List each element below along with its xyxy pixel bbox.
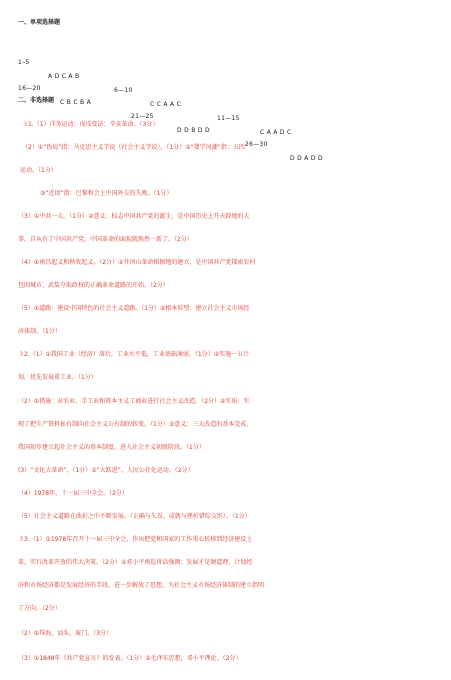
answer-line: 我国初步建立起社会主义的基本制度，进入社会主义初级阶段。（1分）	[18, 444, 205, 451]
answer-line: ３1.（1）洋务运动；戊戌变法；辛亥革命。（3分）	[22, 121, 159, 128]
answer-range: 11—15	[217, 115, 240, 122]
section-one-title: 一、单项选择题	[18, 19, 61, 26]
answer-line: （2）①“伪说”指：马克思主义学说（社会主义学说）。（1分）②“婴学风潮”指：五四	[22, 144, 245, 151]
answer-line: （2）①措施：对农业、手工业和资本主义工商业进行社会主义改造。（2分）②实质：实	[18, 398, 250, 405]
answer-line: ③“近因”指：巴黎和会上中国外交的失败。（1分）	[40, 190, 173, 197]
answer-line: 事，自从有了中国共产党，中国革命的面貌就焕然一新了。（2分）	[18, 236, 193, 243]
answer-line: 来，实行改革开放的伟大决策。（2分）②邓小平南巡讲话强调：发展才是硬道理，计划经	[18, 559, 253, 566]
answer-line: 包围城市，武装夺取政权的正确革命道路的开始。（2分）	[18, 282, 169, 289]
answer-line: （4）1978年，十一届三中全会。（2分）	[18, 490, 128, 497]
section-two-title: 二、非选择题	[18, 97, 55, 104]
answer-line: 了方向。（2分）	[18, 605, 61, 612]
answer-line: 划，优先发展重工业。（1分）	[18, 374, 97, 381]
answer-line: (3）“文化大革命”。（1分）②“大跃进”、人民公社化运动。（2分）	[18, 467, 194, 474]
answer-range: 16—20	[18, 85, 41, 92]
answer-range: 21—25	[131, 113, 154, 120]
answer-line: （3）①中共一大。（1分）②意义：标志中国共产党的诞生，是中国历史上开天辟地的大	[18, 213, 250, 220]
answer-line: 济体制。（1分）	[18, 328, 61, 335]
answer-line: （5）①道路：建设中国特色的社会主义道路。（1分）②根本转型：建立社会主义市场经	[18, 305, 250, 312]
answer-range: 6—10	[114, 87, 133, 94]
answer-line: 运动。（1分）	[20, 167, 57, 174]
answer-letters: D D B D D	[177, 127, 210, 134]
answer-range: 1–5	[18, 59, 30, 66]
answer-line: （3）①1848年《共产党宣言》的发表。（1分）②毛泽东思想，邓小平理论。（2分）	[18, 655, 242, 662]
answer-letters: C A A D C	[260, 129, 292, 136]
answer-range: 26—30	[245, 141, 268, 148]
answer-letters: C B C B A	[60, 99, 92, 106]
answer-letters: D D A D D	[290, 155, 323, 162]
answer-line: ３2.（1）①我国工业（经济）落后，工业水平低，工业基础薄弱。（1分）②实施一五计	[18, 351, 250, 358]
answer-line: 济和市场经济都是发展经济的手段，进一步解放了思想，为社会主义市场经济体制的建立指明	[18, 582, 265, 589]
answer-line: 现了把生产资料私有制向社会主义公有制的转变。（1分）③意义：三大改造的基本完成，	[18, 421, 253, 428]
answer-line: （4）①南昌起义和秋收起义。（2分）②井冈山革命根据地的建立，是中国共产党探索农村	[18, 259, 256, 266]
answer-line: ３3.（1）①1978年召开十一届三中全会，作出把党和国家的工作重心转移到经济建设上	[18, 536, 253, 543]
answer-line: （2）①珠海、汕头、厦门。（3分）	[18, 630, 113, 637]
answer-line: （5）社会主义道路在曲折之中不断发展。（正确与失误、成就与挫折错综交织）。（1分）	[18, 513, 251, 520]
answer-letters: C C A A C	[150, 101, 182, 108]
answer-letters: A D C A B	[48, 73, 80, 80]
